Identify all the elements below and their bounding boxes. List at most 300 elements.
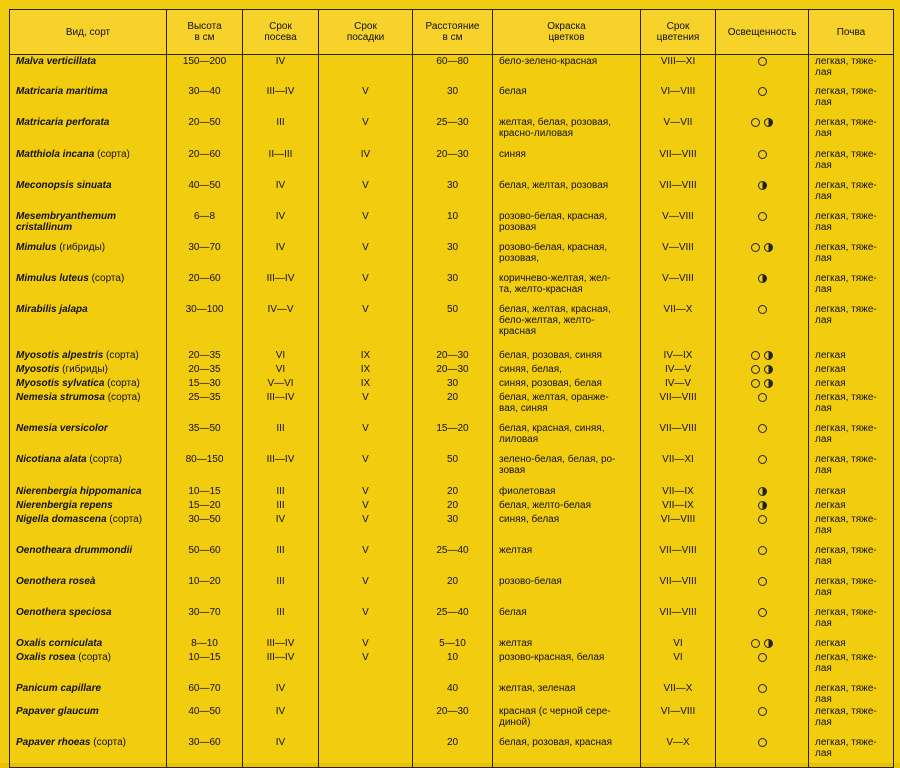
flower-color-cell: белая, розовая, красная xyxy=(493,736,641,768)
distance-cell: 10 xyxy=(413,651,493,682)
species-latin: Matricaria maritima xyxy=(16,86,108,97)
sun-icon xyxy=(758,515,767,524)
flower-color-cell: белая, желтая, розовая xyxy=(493,179,641,210)
planting-cell: IX xyxy=(319,363,413,377)
distance-cell: 30 xyxy=(413,377,493,391)
soil-cell: легкая, тяже- лая xyxy=(809,241,894,272)
bloom-cell: V—VIII xyxy=(641,272,716,303)
sun-icon xyxy=(758,577,767,586)
distance-cell: 30 xyxy=(413,85,493,116)
height-cell: 30—60 xyxy=(167,736,243,768)
bloom-cell: VII—IX xyxy=(641,499,716,513)
species-latin: Panicum capillare xyxy=(16,683,102,694)
flower-color-cell: зелено-белая, белая, ро- зовая xyxy=(493,453,641,485)
soil-cell: легкая, тяже- лая xyxy=(809,544,894,575)
distance-cell: 60—80 xyxy=(413,55,493,86)
flower-color-cell: красная (с черной сере- диной) xyxy=(493,705,641,736)
table-row xyxy=(10,349,894,363)
half-shade-icon xyxy=(758,501,767,510)
sowing-cell: III—IV xyxy=(243,85,319,116)
bloom-cell: VII—VIII xyxy=(641,606,716,637)
table-row xyxy=(10,85,894,116)
height-cell: 30—70 xyxy=(167,241,243,272)
header-flower-color: Окраска цветков xyxy=(493,10,641,55)
flower-color-cell: желтая, белая, розовая, красно-лиловая xyxy=(493,116,641,148)
sowing-cell: III xyxy=(243,422,319,453)
planting-cell: V xyxy=(319,575,413,606)
soil-cell: легкая, тяже- лая xyxy=(809,148,894,179)
height-cell: 20—60 xyxy=(167,272,243,303)
sowing-cell: III xyxy=(243,485,319,499)
half-shade-icon xyxy=(758,181,767,190)
height-cell: 15—30 xyxy=(167,377,243,391)
distance-cell: 50 xyxy=(413,453,493,485)
height-cell: 6—8 xyxy=(167,210,243,241)
species-latin: Oenothera speciosa xyxy=(16,607,112,618)
soil-cell: легкая, тяже- лая xyxy=(809,391,894,422)
species-note: (сорта) xyxy=(90,737,126,748)
soil-cell: легкая, тяже- лая xyxy=(809,55,894,86)
height-cell: 150—200 xyxy=(167,55,243,86)
planting-cell: IX xyxy=(319,349,413,363)
soil-cell: легкая, тяже- лая xyxy=(809,272,894,303)
planting-cell: IX xyxy=(319,377,413,391)
species-latin: Mimulus xyxy=(16,242,57,253)
sun-icon xyxy=(758,608,767,617)
species-cell xyxy=(10,116,167,148)
distance-cell: 20 xyxy=(413,736,493,768)
header-distance: Расстояние в см xyxy=(413,10,493,55)
sun-icon xyxy=(758,424,767,433)
sun-icon xyxy=(758,150,767,159)
sun-icon xyxy=(758,57,767,66)
distance-cell: 20—30 xyxy=(413,363,493,377)
species-cell xyxy=(10,179,167,210)
flower-color-cell: белая, красная, синяя, лиловая xyxy=(493,422,641,453)
species-latin: Papaver glaucum xyxy=(16,706,99,717)
table-row xyxy=(10,499,894,513)
light-cell xyxy=(716,303,809,349)
distance-cell: 30 xyxy=(413,272,493,303)
header-soil: Почва xyxy=(809,10,894,55)
soil-cell: легкая, тяже- лая xyxy=(809,303,894,349)
species-latin: Matthiola incana xyxy=(16,149,95,160)
planting-cell: V xyxy=(319,453,413,485)
planting-cell: V xyxy=(319,499,413,513)
sowing-cell: IV xyxy=(243,682,319,705)
species-cell xyxy=(10,485,167,499)
light-cell xyxy=(716,453,809,485)
soil-cell: легкая, тяже- лая xyxy=(809,422,894,453)
table-row xyxy=(10,303,894,349)
table-row xyxy=(10,422,894,453)
distance-cell: 40 xyxy=(413,682,493,705)
species-latin: Myosotis xyxy=(16,364,60,375)
half-shade-icon xyxy=(764,118,773,127)
bloom-cell: VI—VIII xyxy=(641,85,716,116)
half-shade-icon xyxy=(764,379,773,388)
table-row xyxy=(10,391,894,422)
soil-cell: легкая xyxy=(809,377,894,391)
sowing-cell: IV xyxy=(243,179,319,210)
bloom-cell: VII—X xyxy=(641,682,716,705)
light-cell xyxy=(716,391,809,422)
bloom-cell: VII—VIII xyxy=(641,575,716,606)
species-cell xyxy=(10,422,167,453)
light-cell xyxy=(716,637,809,651)
table-row xyxy=(10,363,894,377)
species-note: (гибриды) xyxy=(56,242,106,253)
bloom-cell: VI xyxy=(641,637,716,651)
light-cell xyxy=(716,116,809,148)
planting-cell: V xyxy=(319,272,413,303)
planting-cell xyxy=(319,682,413,705)
height-cell: 20—35 xyxy=(167,349,243,363)
light-cell xyxy=(716,606,809,637)
planting-cell: V xyxy=(319,391,413,422)
bloom-cell: VII—VIII xyxy=(641,148,716,179)
table-row xyxy=(10,377,894,391)
bloom-cell: V—VII xyxy=(641,116,716,148)
bloom-cell: VII—X xyxy=(641,303,716,349)
species-cell xyxy=(10,499,167,513)
soil-cell: легкая, тяже- лая xyxy=(809,705,894,736)
soil-cell: легкая, тяже- лая xyxy=(809,179,894,210)
species-note: (сорта) xyxy=(103,350,139,361)
species-note: (сорта) xyxy=(88,273,125,284)
bloom-cell: V—VIII xyxy=(641,210,716,241)
bloom-cell: VIII—XI xyxy=(641,55,716,86)
bloom-cell: VII—IX xyxy=(641,485,716,499)
light-cell xyxy=(716,513,809,544)
flower-color-cell: белая xyxy=(493,85,641,116)
sowing-cell: II—III xyxy=(243,148,319,179)
planting-cell: V xyxy=(319,303,413,349)
flower-color-cell: желтая, зеленая xyxy=(493,682,641,705)
species-latin: Mesembryanthemum cristallinum xyxy=(16,211,117,233)
soil-cell: легкая, тяже- лая xyxy=(809,575,894,606)
flower-color-cell: белая, розовая, синяя xyxy=(493,349,641,363)
species-latin: Papaver rhoeas xyxy=(16,737,91,748)
distance-cell: 50 xyxy=(413,303,493,349)
header-sowing: Срок посева xyxy=(243,10,319,55)
species-note: (гибриды) xyxy=(59,364,108,375)
species-cell xyxy=(10,85,167,116)
flower-color-cell: розово-белая, красная, розовая xyxy=(493,210,641,241)
sowing-cell: III xyxy=(243,575,319,606)
light-cell xyxy=(716,485,809,499)
bloom-cell: VI—VIII xyxy=(641,705,716,736)
planting-cell: V xyxy=(319,422,413,453)
header-light: Освещенность xyxy=(716,10,809,55)
species-latin: Mirabilis jalapa xyxy=(16,304,88,315)
sun-icon xyxy=(758,707,767,716)
light-cell xyxy=(716,499,809,513)
height-cell: 15—20 xyxy=(167,499,243,513)
soil-cell: легкая xyxy=(809,349,894,363)
flower-color-cell: синяя, белая, xyxy=(493,363,641,377)
sun-icon xyxy=(758,305,767,314)
species-latin: Oxalis rosea xyxy=(16,652,76,663)
planting-cell: V xyxy=(319,485,413,499)
sowing-cell: III—IV xyxy=(243,651,319,682)
sowing-cell: IV xyxy=(243,513,319,544)
species-cell xyxy=(10,705,167,736)
light-cell xyxy=(716,349,809,363)
distance-cell: 20 xyxy=(413,485,493,499)
flower-color-cell: желтая xyxy=(493,544,641,575)
soil-cell: легкая xyxy=(809,363,894,377)
light-cell xyxy=(716,705,809,736)
soil-cell: легкая xyxy=(809,485,894,499)
species-cell xyxy=(10,544,167,575)
distance-cell: 20—30 xyxy=(413,148,493,179)
half-shade-icon xyxy=(764,351,773,360)
flower-color-cell: бело-зелено-красная xyxy=(493,55,641,86)
distance-cell: 10 xyxy=(413,210,493,241)
distance-cell: 20 xyxy=(413,499,493,513)
soil-cell: легкая xyxy=(809,637,894,651)
table-row xyxy=(10,116,894,148)
species-latin: Nemesia strumosa xyxy=(16,392,105,403)
table-row xyxy=(10,241,894,272)
bloom-cell: VI—VIII xyxy=(641,513,716,544)
height-cell: 40—50 xyxy=(167,705,243,736)
species-note: (сорта) xyxy=(106,514,143,525)
height-cell: 20—60 xyxy=(167,148,243,179)
height-cell: 30—50 xyxy=(167,513,243,544)
height-cell: 50—60 xyxy=(167,544,243,575)
soil-cell: легкая, тяже- лая xyxy=(809,736,894,768)
table-row xyxy=(10,148,894,179)
header-height: Высота в см xyxy=(167,10,243,55)
light-cell xyxy=(716,682,809,705)
species-latin: Nigella domascena xyxy=(16,514,107,525)
header-species: Вид, сорт xyxy=(10,10,167,55)
height-cell: 8—10 xyxy=(167,637,243,651)
height-cell: 60—70 xyxy=(167,682,243,705)
species-latin: Meconopsis sinuata xyxy=(16,180,112,191)
species-latin: Oxalis corniculata xyxy=(16,638,103,649)
sun-icon xyxy=(758,546,767,555)
sowing-cell: IV xyxy=(243,705,319,736)
table-row xyxy=(10,544,894,575)
sun-icon xyxy=(758,87,767,96)
planting-cell: V xyxy=(319,513,413,544)
light-cell xyxy=(716,422,809,453)
species-latin: Nicotiana alata xyxy=(16,454,87,465)
half-shade-icon xyxy=(764,365,773,374)
header-planting: Срок посадки xyxy=(319,10,413,55)
sun-icon xyxy=(751,365,760,374)
bloom-cell: V—VIII xyxy=(641,241,716,272)
species-note: (сорта) xyxy=(86,454,123,465)
soil-cell: легкая, тяже- лая xyxy=(809,210,894,241)
height-cell: 10—15 xyxy=(167,651,243,682)
species-cell xyxy=(10,363,167,377)
sowing-cell: III—IV xyxy=(243,637,319,651)
sun-icon xyxy=(758,455,767,464)
bloom-cell: VII—VIII xyxy=(641,179,716,210)
sun-icon xyxy=(751,351,760,360)
soil-cell: легкая, тяже- лая xyxy=(809,85,894,116)
sowing-cell: III—IV xyxy=(243,453,319,485)
species-latin: Mimulus luteus xyxy=(16,273,89,284)
half-shade-icon xyxy=(764,639,773,648)
sowing-cell: III xyxy=(243,499,319,513)
height-cell: 20—35 xyxy=(167,363,243,377)
distance-cell: 20 xyxy=(413,391,493,422)
sun-icon xyxy=(758,738,767,747)
species-cell xyxy=(10,349,167,363)
planting-cell xyxy=(319,55,413,86)
bloom-cell: VI xyxy=(641,651,716,682)
sowing-cell: IV xyxy=(243,241,319,272)
light-cell xyxy=(716,651,809,682)
sowing-cell: III—IV xyxy=(243,272,319,303)
bloom-cell: VII—VIII xyxy=(641,391,716,422)
light-cell xyxy=(716,377,809,391)
flower-color-cell: розово-белая xyxy=(493,575,641,606)
sowing-cell: IV xyxy=(243,736,319,768)
sowing-cell: IV xyxy=(243,210,319,241)
light-cell xyxy=(716,241,809,272)
planting-cell: V xyxy=(319,116,413,148)
table-row xyxy=(10,55,894,86)
table-row xyxy=(10,575,894,606)
sowing-cell: III—IV xyxy=(243,391,319,422)
flower-color-cell: белая xyxy=(493,606,641,637)
species-latin: Myosotis alpestris xyxy=(16,350,104,361)
soil-cell: легкая, тяже- лая xyxy=(809,513,894,544)
bloom-cell: IV—V xyxy=(641,363,716,377)
flower-color-cell: белая, желто-белая xyxy=(493,499,641,513)
sowing-cell: V—VI xyxy=(243,377,319,391)
table-row xyxy=(10,651,894,682)
planting-cell: V xyxy=(319,651,413,682)
table-row xyxy=(10,682,894,705)
table-row xyxy=(10,705,894,736)
species-note: (сорта) xyxy=(75,652,111,663)
distance-cell: 20—30 xyxy=(413,705,493,736)
distance-cell: 5—10 xyxy=(413,637,493,651)
sun-icon xyxy=(751,243,760,252)
height-cell: 30—40 xyxy=(167,85,243,116)
soil-cell: легкая, тяже- лая xyxy=(809,453,894,485)
sun-icon xyxy=(758,212,767,221)
planting-cell xyxy=(319,705,413,736)
planting-cell: V xyxy=(319,544,413,575)
flower-color-cell: желтая xyxy=(493,637,641,651)
species-latin: Malva verticillata xyxy=(16,56,97,67)
sowing-cell: III xyxy=(243,606,319,637)
sowing-cell: VI xyxy=(243,349,319,363)
species-note: (сорта) xyxy=(104,378,140,389)
soil-cell: легкая, тяже- лая xyxy=(809,606,894,637)
planting-cell: V xyxy=(319,241,413,272)
sowing-cell: III xyxy=(243,116,319,148)
distance-cell: 20—30 xyxy=(413,349,493,363)
table-row xyxy=(10,485,894,499)
height-cell: 40—50 xyxy=(167,179,243,210)
height-cell: 30—70 xyxy=(167,606,243,637)
planting-cell: IV xyxy=(319,148,413,179)
distance-cell: 30 xyxy=(413,241,493,272)
planting-cell: V xyxy=(319,210,413,241)
flower-color-cell: белая, желтая, красная, бело-желтая, желто- красная xyxy=(493,303,641,349)
species-cell xyxy=(10,148,167,179)
species-latin: Nemesia versicolor xyxy=(16,423,108,434)
flower-color-cell: синяя, розовая, белая xyxy=(493,377,641,391)
sowing-cell: III xyxy=(243,544,319,575)
sun-icon xyxy=(751,639,760,648)
height-cell: 35—50 xyxy=(167,422,243,453)
height-cell: 80—150 xyxy=(167,453,243,485)
distance-cell: 30 xyxy=(413,179,493,210)
sun-icon xyxy=(758,393,767,402)
planting-cell: V xyxy=(319,606,413,637)
species-cell xyxy=(10,391,167,422)
height-cell: 25—35 xyxy=(167,391,243,422)
half-shade-icon xyxy=(764,243,773,252)
soil-cell: легкая, тяже- лая xyxy=(809,682,894,705)
species-latin: Nierenbergia repens xyxy=(16,500,113,511)
flower-color-cell: белая, желтая, оранже- вая, синяя xyxy=(493,391,641,422)
distance-cell: 30 xyxy=(413,513,493,544)
distance-cell: 15—20 xyxy=(413,422,493,453)
header-bloom: Срок цветения xyxy=(641,10,716,55)
bloom-cell: IV—V xyxy=(641,377,716,391)
species-cell xyxy=(10,241,167,272)
height-cell: 10—15 xyxy=(167,485,243,499)
flower-color-cell: розово-белая, красная, розовая, xyxy=(493,241,641,272)
species-cell xyxy=(10,377,167,391)
species-cell xyxy=(10,453,167,485)
flower-color-cell: синяя xyxy=(493,148,641,179)
table-row xyxy=(10,272,894,303)
species-cell xyxy=(10,606,167,637)
light-cell xyxy=(716,272,809,303)
height-cell: 20—50 xyxy=(167,116,243,148)
species-note: (сорта) xyxy=(94,149,130,160)
light-cell xyxy=(716,544,809,575)
soil-cell: легкая, тяже- лая xyxy=(809,116,894,148)
planting-cell: V xyxy=(319,637,413,651)
table-row xyxy=(10,210,894,241)
table-row xyxy=(10,637,894,651)
light-cell xyxy=(716,210,809,241)
species-latin: Nierenbergia hippomanica xyxy=(16,486,142,497)
sun-icon xyxy=(751,379,760,388)
light-cell xyxy=(716,179,809,210)
sowing-cell: VI xyxy=(243,363,319,377)
height-cell: 30—100 xyxy=(167,303,243,349)
species-cell xyxy=(10,575,167,606)
species-cell xyxy=(10,651,167,682)
table-body xyxy=(10,55,894,768)
sowing-cell: IV xyxy=(243,55,319,86)
bloom-cell: VII—VIII xyxy=(641,544,716,575)
sowing-cell: IV—V xyxy=(243,303,319,349)
species-cell xyxy=(10,513,167,544)
table-row xyxy=(10,513,894,544)
species-latin: Oenotheara drummondii xyxy=(16,545,133,556)
table-row xyxy=(10,606,894,637)
distance-cell: 25—40 xyxy=(413,606,493,637)
light-cell xyxy=(716,575,809,606)
bloom-cell: VII—VIII xyxy=(641,422,716,453)
species-note: (сорта) xyxy=(104,392,141,403)
